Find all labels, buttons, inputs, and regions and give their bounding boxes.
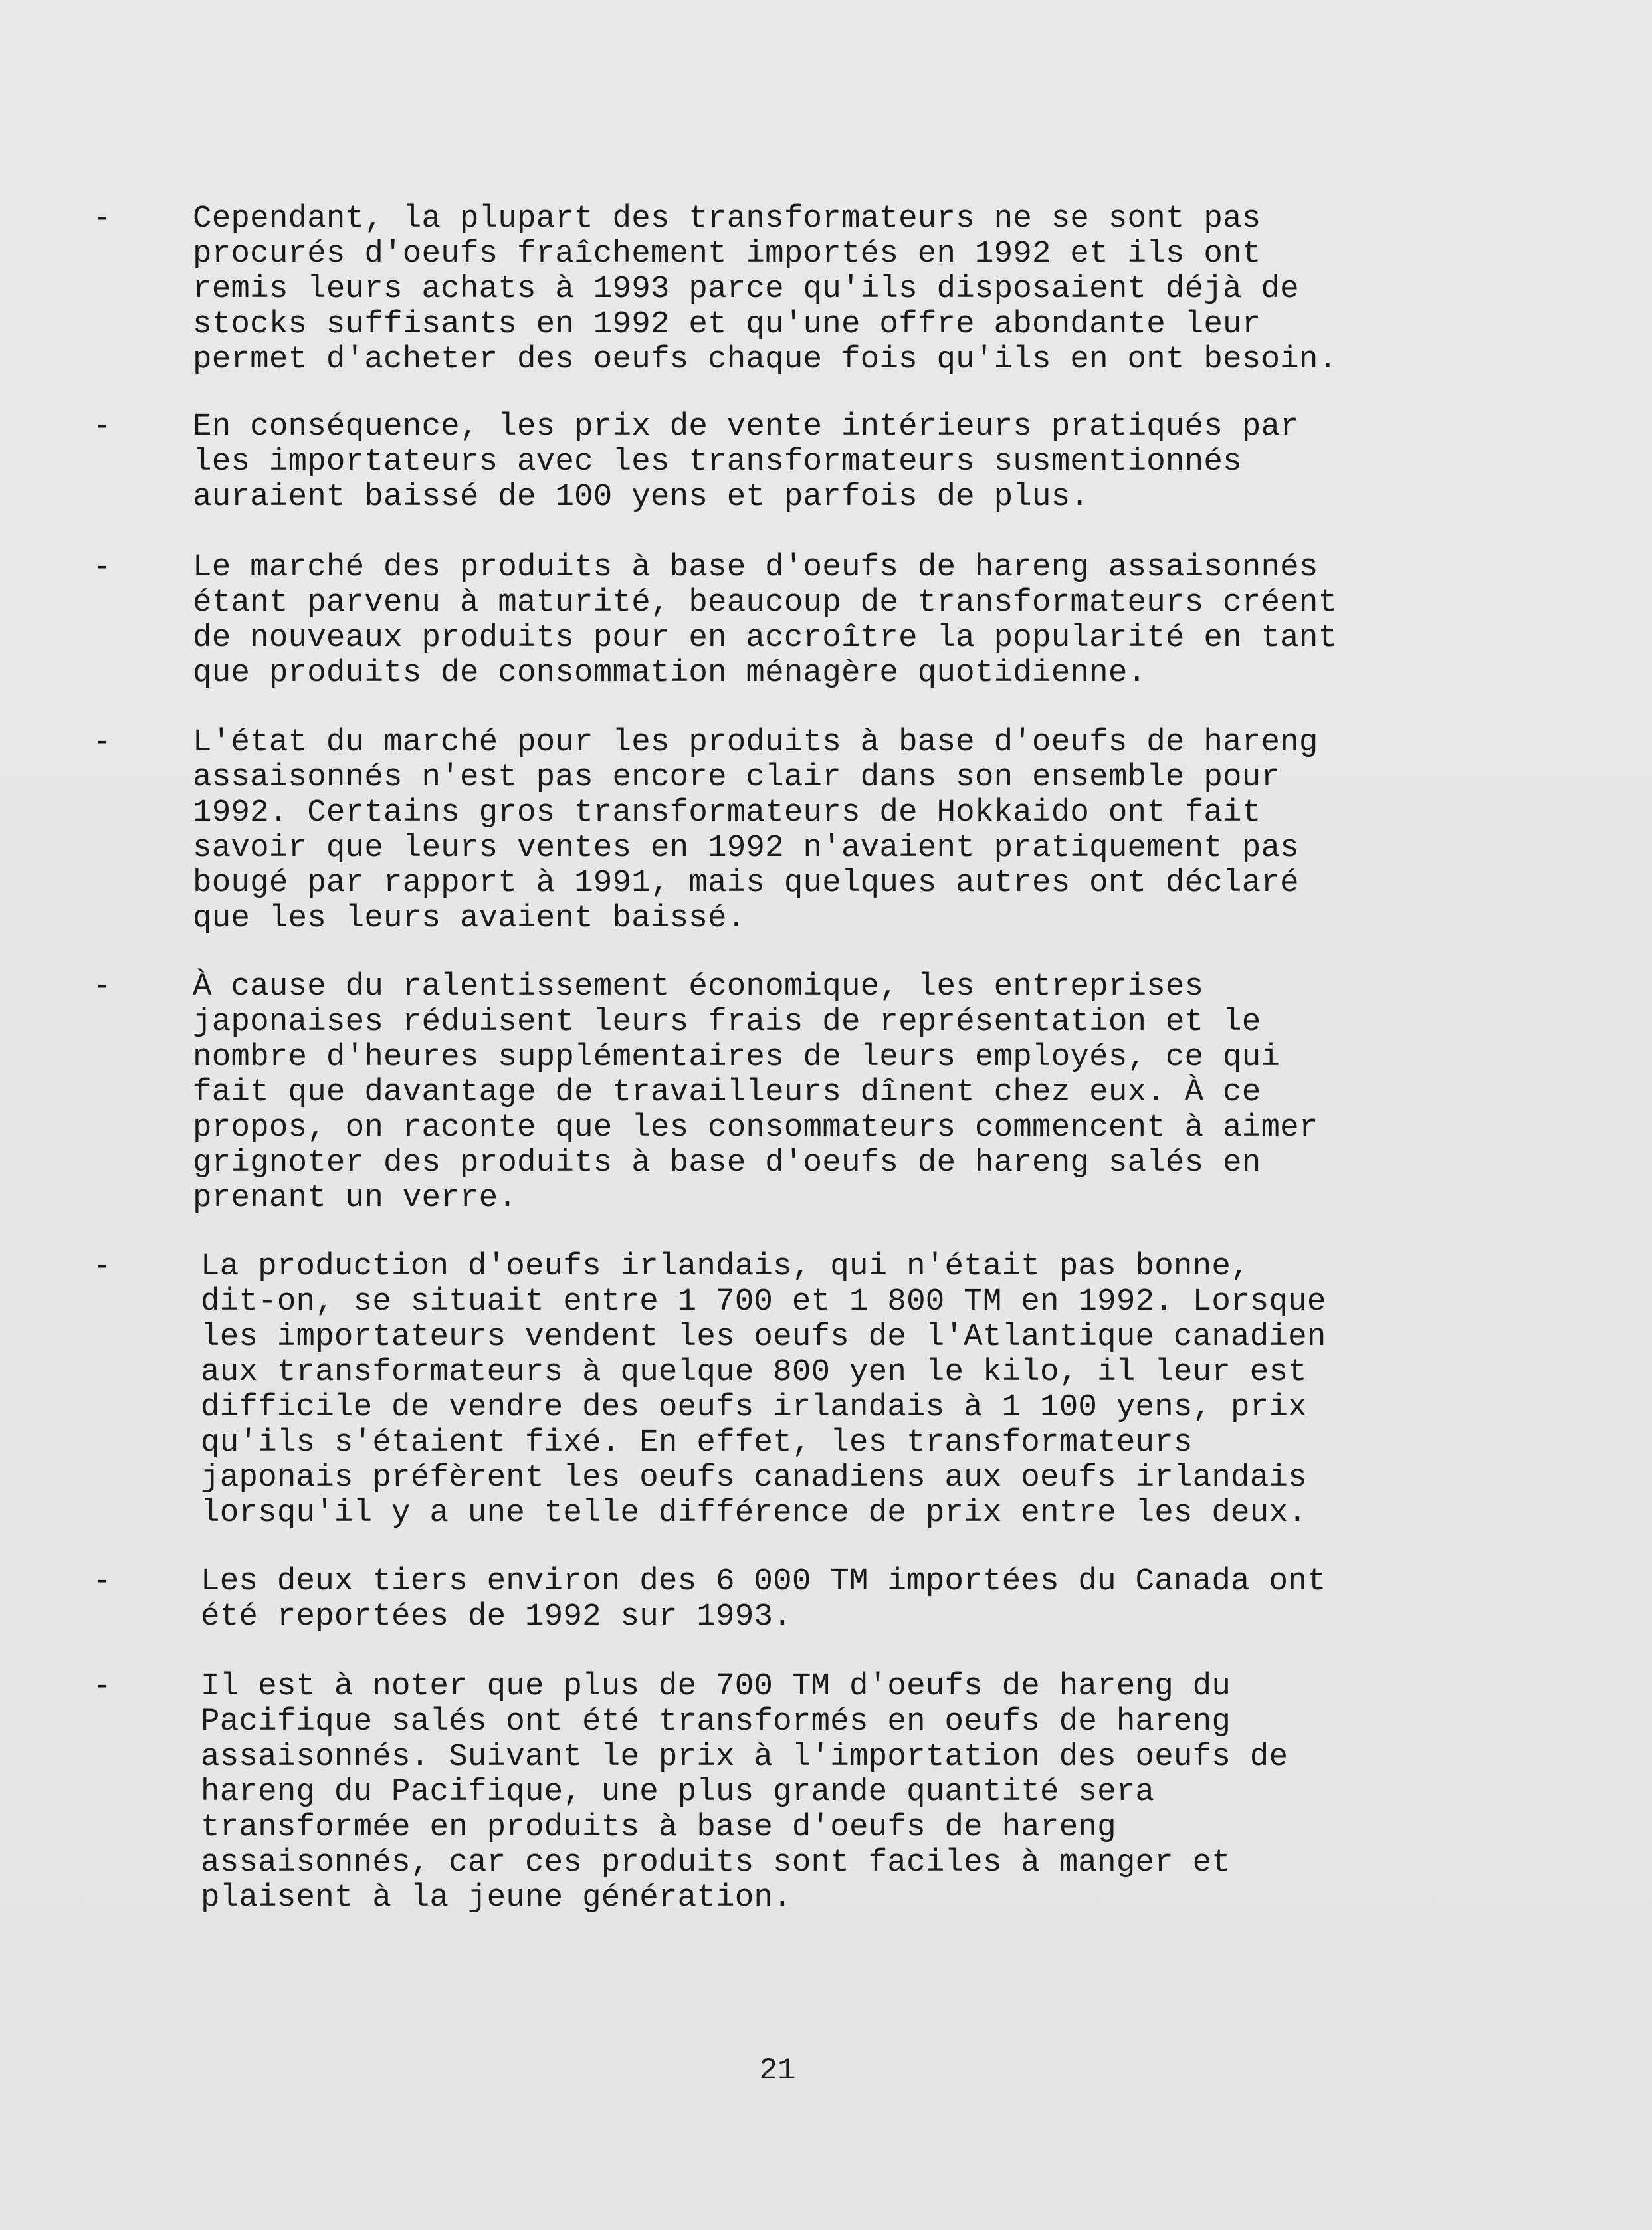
bullet-text: En conséquence, les prix de vente intérieurs pratiqués par les importateurs avec les transformateurs susmentionnés auraient baissé de 100 yens et parfois de plus.: [193, 409, 1299, 515]
bullet-dash: -: [93, 1249, 112, 1284]
bullet-text: Il est à noter que plus de 700 TM d'oeufs de hareng du Pacifique salés ont été transformés en oeufs de hareng assaisonnés. Suivant le prix à l'importation des oeufs de hareng du Pacifique, une plus grande quantité sera transformée en produits à base d'oeufs de hareng assaisonnés, car ces produits sont faciles à manger et plaisent à la jeune génération.: [201, 1669, 1289, 1916]
bullet-dash: -: [93, 969, 112, 1004]
bullet-dash: -: [93, 1669, 112, 1704]
bullet-text: À cause du ralentissement économique, les entreprises japonaises réduisent leurs frais de représentation et le nombre d'heures supplémentaires de leurs employés, ce qui fait que davantage de travailleurs dînent chez eux. À ce propos, on raconte que les consommateurs commencent à aimer grignoter des produits à base d'oeufs de hareng salés en prenant un verre.: [193, 969, 1318, 1216]
bullet-dash: -: [93, 409, 112, 444]
bullet-dash: -: [93, 725, 112, 760]
page-number: 21: [759, 2053, 796, 2088]
bullet-dash: -: [93, 201, 112, 236]
bullet-text: La production d'oeufs irlandais, qui n'était pas bonne, dit-on, se situait entre 1 700 et 1 800 TM en 1992. Lorsque les importateurs vendent les oeufs de l'Atlantique canadien aux transformateurs à quelque 800 yen le kilo, il leur est difficile de vendre des oeufs irlandais à 1 100 yens, prix qu'ils s'étaient fixé. En effet, les transformateurs japonais préfèrent les oeufs canadiens aux oeufs irlandais lorsqu'il y a une telle différence de prix entre les deux.: [201, 1249, 1326, 1531]
bullet-dash: -: [93, 1564, 112, 1599]
bullet-dash: -: [93, 550, 112, 585]
bullet-text: Les deux tiers environ des 6 000 TM importées du Canada ont été reportées de 1992 sur 1993.: [201, 1564, 1326, 1635]
bullet-text: L'état du marché pour les produits à base d'oeufs de hareng assaisonnés n'est pas encore clair dans son ensemble pour 1992. Certains gros transformateurs de Hokkaido ont fait savoir que leurs ventes en 1992 n'avaient pratiquement pas bougé par rapport à 1991, mais quelques autres ont déclaré que les leurs avaient baissé.: [193, 724, 1318, 936]
bullet-text: Le marché des produits à base d'oeufs de hareng assaisonnés étant parvenu à maturité, beaucoup de transformateurs créent de nouveaux produits pour en accroître la popularité en tant que produits de consommation ménagère quotidienne.: [193, 550, 1338, 691]
bullet-text: Cependant, la plupart des transformateurs ne se sont pas procurés d'oeufs fraîchement importés en 1992 et ils ont remis leurs achats à 1993 parce qu'ils disposaient déjà de stocks suffisants en 1992 et qu'une offre abondante leur permet d'acheter des oeufs chaque fois qu'ils en ont besoin.: [193, 201, 1338, 377]
